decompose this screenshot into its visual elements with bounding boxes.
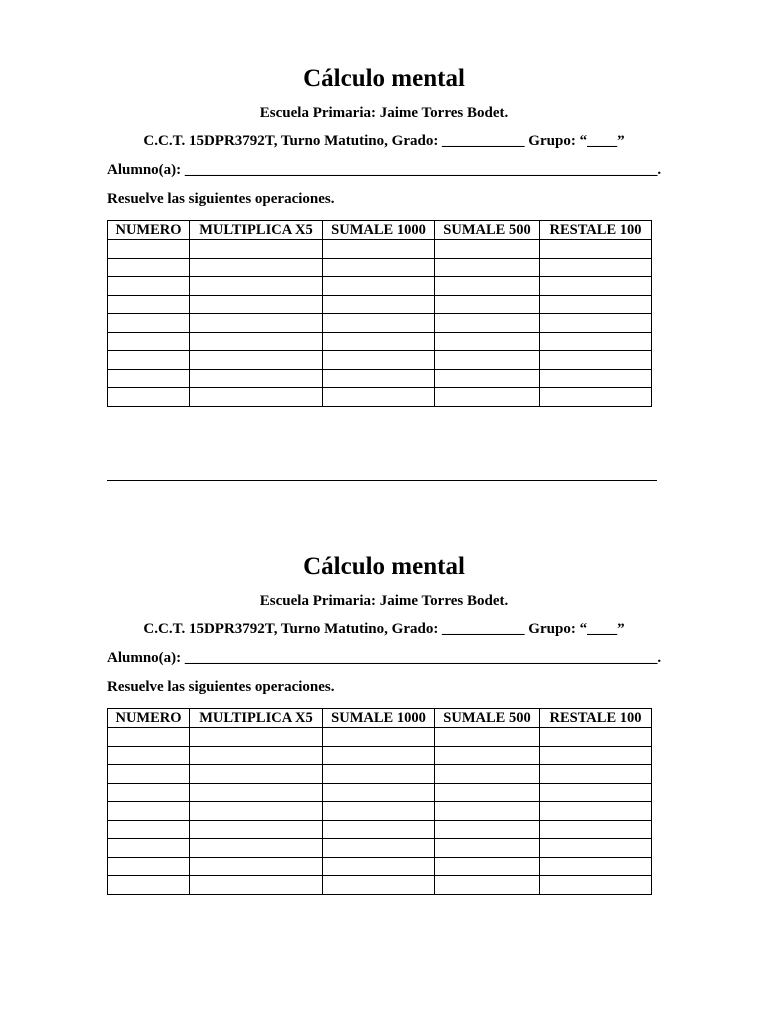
answer-cell[interactable] bbox=[108, 369, 190, 388]
answer-cell[interactable] bbox=[190, 839, 323, 858]
cct-grade-group-line: C.C.T. 15DPR3792T, Turno Matutino, Grado: ___________ Grupo: “____” bbox=[143, 133, 625, 149]
answer-cell[interactable] bbox=[323, 783, 435, 802]
answer-cell[interactable] bbox=[323, 295, 435, 314]
school-name: Escuela Primaria: Jaime Torres Bodet. bbox=[259, 593, 509, 609]
column-header-multiplica-x5: MULTIPLICA X5 bbox=[190, 709, 323, 728]
answer-cell[interactable] bbox=[435, 783, 540, 802]
answer-cell[interactable] bbox=[540, 258, 652, 277]
table-row bbox=[108, 857, 652, 876]
answer-cell[interactable] bbox=[190, 295, 323, 314]
answer-cell[interactable] bbox=[108, 765, 190, 784]
answer-cell[interactable] bbox=[323, 314, 435, 333]
answer-cell[interactable] bbox=[435, 728, 540, 747]
answer-cell[interactable] bbox=[108, 332, 190, 351]
answer-cell[interactable] bbox=[323, 351, 435, 370]
answer-cell[interactable] bbox=[108, 783, 190, 802]
answer-cell[interactable] bbox=[435, 746, 540, 765]
table-row bbox=[108, 746, 652, 765]
answer-cell[interactable] bbox=[190, 277, 323, 296]
table-row bbox=[108, 839, 652, 858]
answer-cell[interactable] bbox=[540, 876, 652, 895]
answer-cell[interactable] bbox=[435, 295, 540, 314]
answer-cell[interactable] bbox=[190, 802, 323, 821]
answer-cell[interactable] bbox=[540, 746, 652, 765]
answer-cell[interactable] bbox=[540, 388, 652, 407]
answer-cell[interactable] bbox=[540, 857, 652, 876]
table-row bbox=[108, 240, 652, 259]
answer-cell[interactable] bbox=[108, 876, 190, 895]
answer-cell[interactable] bbox=[540, 240, 652, 259]
table-row bbox=[108, 728, 652, 747]
answer-cell[interactable] bbox=[323, 857, 435, 876]
answer-cell[interactable] bbox=[108, 746, 190, 765]
answer-cell[interactable] bbox=[540, 295, 652, 314]
column-header-numero: NUMERO bbox=[108, 709, 190, 728]
answer-cell[interactable] bbox=[435, 277, 540, 296]
answer-cell[interactable] bbox=[323, 258, 435, 277]
table-row bbox=[108, 314, 652, 333]
column-header-sumale-1000: SUMALE 1000 bbox=[323, 709, 435, 728]
instruction-text: Resuelve las siguientes operaciones. bbox=[107, 679, 335, 695]
answer-cell[interactable] bbox=[108, 277, 190, 296]
answer-cell[interactable] bbox=[540, 839, 652, 858]
answer-cell[interactable] bbox=[108, 351, 190, 370]
answer-cell[interactable] bbox=[540, 369, 652, 388]
answer-cell[interactable] bbox=[190, 369, 323, 388]
worksheet-title: Cálculo mental bbox=[303, 553, 465, 580]
answer-cell[interactable] bbox=[323, 765, 435, 784]
answer-cell[interactable] bbox=[323, 369, 435, 388]
table-row bbox=[108, 802, 652, 821]
answer-cell[interactable] bbox=[108, 240, 190, 259]
answer-cell[interactable] bbox=[540, 314, 652, 333]
answer-cell[interactable] bbox=[540, 783, 652, 802]
worksheet-title: Cálculo mental bbox=[303, 65, 465, 92]
column-header-numero: NUMERO bbox=[108, 221, 190, 240]
table-row bbox=[108, 369, 652, 388]
column-header-sumale-1000: SUMALE 1000 bbox=[323, 221, 435, 240]
answer-cell[interactable] bbox=[435, 332, 540, 351]
answer-cell[interactable] bbox=[435, 314, 540, 333]
table-row bbox=[108, 388, 652, 407]
answer-cell[interactable] bbox=[190, 332, 323, 351]
answer-cell[interactable] bbox=[190, 820, 323, 839]
answer-cell[interactable] bbox=[323, 388, 435, 407]
column-header-multiplica-x5: MULTIPLICA X5 bbox=[190, 221, 323, 240]
answer-cell[interactable] bbox=[190, 388, 323, 407]
cut-separator-line bbox=[107, 480, 657, 481]
answer-cell[interactable] bbox=[435, 857, 540, 876]
answer-cell[interactable] bbox=[323, 802, 435, 821]
table-header-row bbox=[108, 221, 652, 240]
answer-cell[interactable] bbox=[435, 839, 540, 858]
table-row bbox=[108, 783, 652, 802]
table-row bbox=[108, 876, 652, 895]
answer-cell[interactable] bbox=[323, 820, 435, 839]
answer-cell[interactable] bbox=[108, 728, 190, 747]
instruction-text: Resuelve las siguientes operaciones. bbox=[107, 191, 335, 207]
answer-cell[interactable] bbox=[435, 802, 540, 821]
answer-cell[interactable] bbox=[435, 876, 540, 895]
answer-cell[interactable] bbox=[540, 765, 652, 784]
answer-cell[interactable] bbox=[190, 746, 323, 765]
answer-cell[interactable] bbox=[323, 240, 435, 259]
answer-cell[interactable] bbox=[108, 802, 190, 821]
answer-cell[interactable] bbox=[108, 258, 190, 277]
student-name-line: Alumno(a): _______________________________________________________________. bbox=[107, 162, 662, 178]
column-header-restale-100: RESTALE 100 bbox=[540, 221, 652, 240]
answer-cell[interactable] bbox=[108, 820, 190, 839]
operations-table bbox=[107, 220, 652, 407]
answer-cell[interactable] bbox=[435, 388, 540, 407]
answer-cell[interactable] bbox=[540, 277, 652, 296]
answer-cell[interactable] bbox=[108, 314, 190, 333]
table-body bbox=[108, 728, 652, 895]
answer-cell[interactable] bbox=[435, 765, 540, 784]
answer-cell[interactable] bbox=[323, 332, 435, 351]
answer-cell[interactable] bbox=[540, 802, 652, 821]
answer-cell[interactable] bbox=[323, 728, 435, 747]
table-row bbox=[108, 765, 652, 784]
answer-cell[interactable] bbox=[108, 839, 190, 858]
answer-cell[interactable] bbox=[540, 728, 652, 747]
answer-cell[interactable] bbox=[108, 388, 190, 407]
answer-cell[interactable] bbox=[540, 332, 652, 351]
answer-cell[interactable] bbox=[323, 277, 435, 296]
answer-cell[interactable] bbox=[435, 820, 540, 839]
answer-cell[interactable] bbox=[190, 876, 323, 895]
answer-cell[interactable] bbox=[190, 351, 323, 370]
answer-cell[interactable] bbox=[108, 857, 190, 876]
answer-cell[interactable] bbox=[108, 295, 190, 314]
answer-cell[interactable] bbox=[190, 314, 323, 333]
answer-cell[interactable] bbox=[540, 820, 652, 839]
table-row bbox=[108, 295, 652, 314]
operations-table bbox=[107, 708, 652, 895]
column-header-sumale-500: SUMALE 500 bbox=[435, 709, 540, 728]
answer-cell[interactable] bbox=[323, 746, 435, 765]
answer-cell[interactable] bbox=[435, 351, 540, 370]
answer-cell[interactable] bbox=[190, 728, 323, 747]
table-header-row bbox=[108, 709, 652, 728]
table-row bbox=[108, 258, 652, 277]
table-row bbox=[108, 277, 652, 296]
answer-cell[interactable] bbox=[435, 258, 540, 277]
answer-cell[interactable] bbox=[323, 839, 435, 858]
table-row bbox=[108, 820, 652, 839]
answer-cell[interactable] bbox=[190, 240, 323, 259]
cct-grade-group-line: C.C.T. 15DPR3792T, Turno Matutino, Grado: ___________ Grupo: “____” bbox=[143, 621, 625, 637]
table-body bbox=[108, 240, 652, 407]
answer-cell[interactable] bbox=[435, 369, 540, 388]
table-row bbox=[108, 332, 652, 351]
column-header-restale-100: RESTALE 100 bbox=[540, 709, 652, 728]
column-header-sumale-500: SUMALE 500 bbox=[435, 221, 540, 240]
table-row bbox=[108, 351, 652, 370]
answer-cell[interactable] bbox=[435, 240, 540, 259]
answer-cell[interactable] bbox=[190, 765, 323, 784]
answer-cell[interactable] bbox=[190, 258, 323, 277]
answer-cell[interactable] bbox=[190, 783, 323, 802]
answer-cell[interactable] bbox=[190, 857, 323, 876]
school-name: Escuela Primaria: Jaime Torres Bodet. bbox=[259, 105, 509, 121]
answer-cell[interactable] bbox=[323, 876, 435, 895]
student-name-line: Alumno(a): _______________________________________________________________. bbox=[107, 650, 662, 666]
answer-cell[interactable] bbox=[540, 351, 652, 370]
